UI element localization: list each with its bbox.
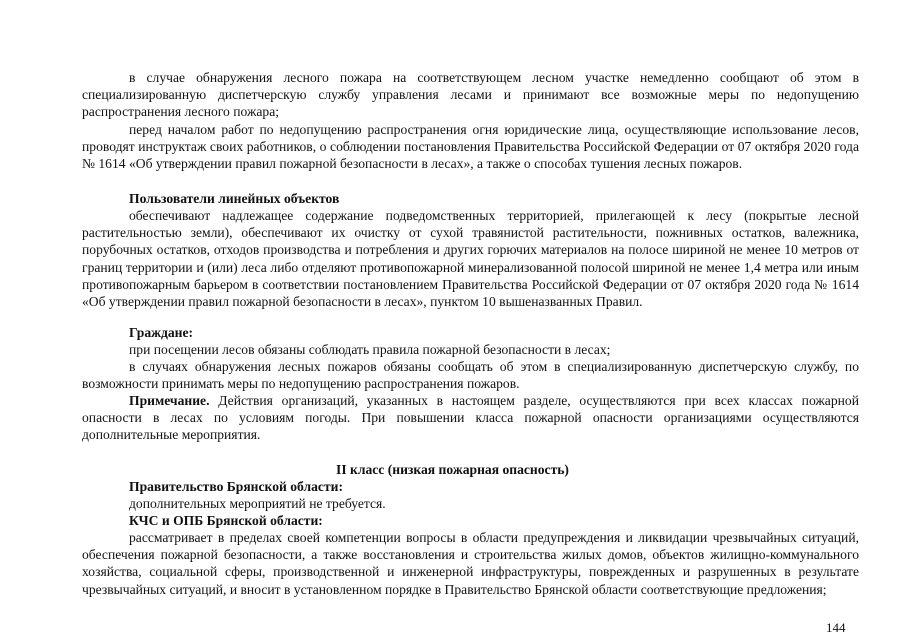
paragraph-fire-detection: в случае обнаружения лесного пожара на соответствующем лесном участке немедленно сообщают об этом в специализированную диспетчерскую службу управления лесами и принимают все возможные меры по недопущению распространения лесного пожара; — [82, 70, 859, 120]
paragraph-note — [82, 392, 859, 444]
paragraph-kchs: рассматривает в пределах своей компетенции вопросы в области предупреждения и ликвидации чрезвычайных ситуаций, обеспечения пожарной безопасности, а также восстановления и строительства жилых домов, объектов жилищно-коммунального хозяйства, социальной сферы, производственной и инженерной инфраструктуры, поврежденных и разрушенных в результате чрезвычайных ситуаций, и вносит в установленном порядке в Правительство Брянской области соответствующие предложения; — [82, 530, 859, 597]
note-text: Действия организаций, указанных в настоящем разделе, осуществляются при всех классах пожарной опасности в лесах по условиям погоды. При повышении класса пожарной опасности организациями осуществляются дополнительные мероприятия. — [82, 393, 859, 443]
paragraph-briefing: перед началом работ по недопущению распространения огня юридические лица, осуществляющие использование лесов, проводят инструктаж своих работников, о соблюдении постановления Правительства Российской Федерации от 07 октября 2020 года № 1614 «Об утверждении правил пожарной безопасности в лесах», а также о способах тушения лесных пожаров. — [82, 122, 859, 172]
paragraph-citizens-rules: при посещении лесов обязаны соблюдать правила пожарной безопасности в лесах; — [129, 342, 611, 357]
page-number: 144 — [826, 620, 846, 635]
note-label: Примечание. — [129, 393, 210, 408]
class-heading: II класс (низкая пожарная опасность) — [336, 462, 569, 477]
paragraph-no-measures: дополнительных мероприятий не требуется. — [129, 496, 386, 511]
heading-kchs: КЧС и ОПБ Брянской области: — [129, 513, 323, 528]
paragraph-linear-objects: обеспечивают надлежащее содержание подведомственных территорией, прилегающей к лесу (покрытые лесной растительностью земли), обеспечивают их очистку от сухой травянистой растительности, пожнивных остатков, валежника, порубочных остатков, отходов производства и потребления и других горючих материалов на полосе шириной не менее 10 метров от границ территории и (или) леса либо отделяют противопожарной минерализованной полосой шириной не менее 1,4 метра или иным противопожарным барьером в соответствии постановлением Правительства Российской Федерации от 07 октября 2020 года № 1614 «Об утверждении правил пожарной безопасности в лесах», пунктом 10 вышеназванных Правил. — [82, 208, 859, 310]
heading-citizens: Граждане: — [129, 325, 194, 340]
heading-government: Правительство Брянской области: — [129, 479, 343, 494]
paragraph-citizens-report: в случаях обнаружения лесных пожаров обязаны сообщать об этом в специализированную диспетчерскую службу, по возможности принимать меры по недопущению распространения пожаров. — [82, 359, 859, 392]
heading-linear-objects: Пользователи линейных объектов — [129, 191, 340, 206]
